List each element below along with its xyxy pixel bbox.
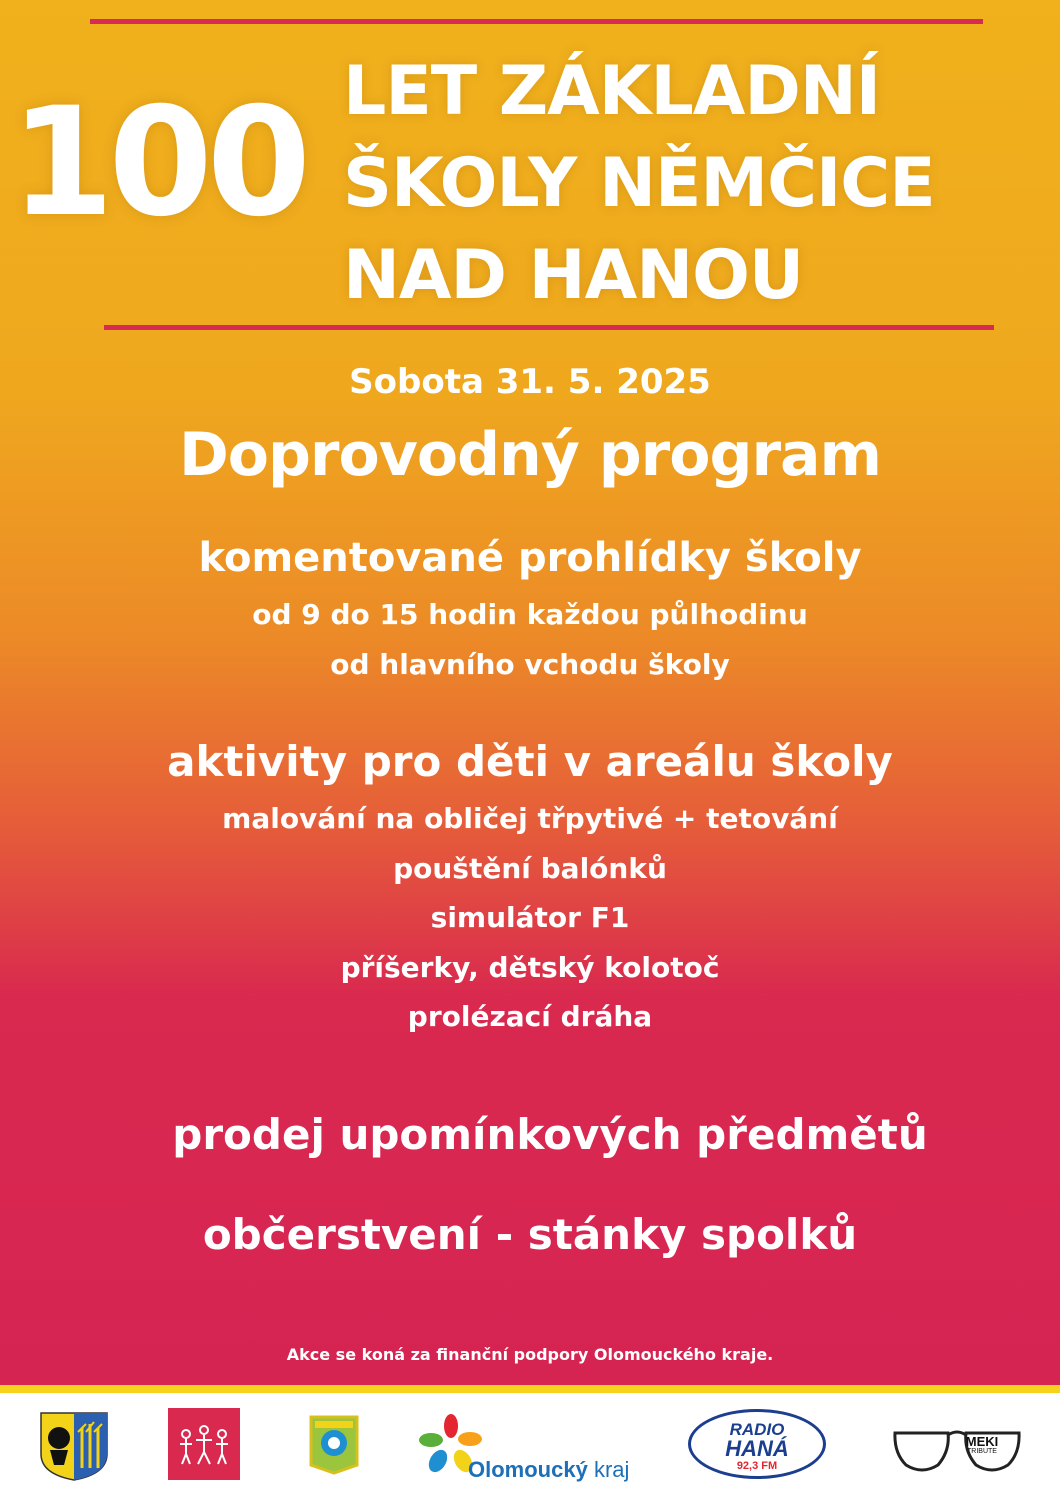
activity-item: prolézací dráha bbox=[407, 1000, 653, 1033]
souvenirs-text: prodej upomínkových předmětů bbox=[172, 1110, 928, 1159]
olomoucky-kraj-name: Olomoucký bbox=[468, 1457, 588, 1482]
bottom-divider bbox=[104, 325, 994, 330]
meki-tribute-logo bbox=[962, 1435, 1002, 1456]
olomoucky-kraj-suffix: kraj bbox=[593, 1457, 630, 1482]
support-note: Akce se koná za finanční podpory Olomouckého kraje. bbox=[286, 1345, 774, 1364]
program-heading: Doprovodný program bbox=[178, 420, 882, 490]
event-date: Sobota 31. 5. 2025 bbox=[349, 362, 711, 402]
tours-time: od 9 do 15 hodin každou půlhodinu bbox=[252, 598, 808, 631]
yellow-strip bbox=[0, 1385, 1060, 1393]
activities-heading: aktivity pro děti v areálu školy bbox=[167, 737, 893, 786]
nemcice-coat-of-arms-logo bbox=[38, 1410, 110, 1482]
tours-location: od hlavního vchodu školy bbox=[330, 648, 730, 681]
folklore-group-logo bbox=[168, 1408, 240, 1480]
activity-item: malování na obličej třpytivé + tetování bbox=[222, 802, 838, 835]
title-line-3: NAD HANOU bbox=[343, 236, 804, 315]
tours-heading: komentované prohlídky školy bbox=[198, 535, 862, 581]
anniversary-number: 100 bbox=[10, 76, 306, 250]
radio-hana-line2: HANÁ bbox=[725, 1436, 789, 1461]
activity-item: příšerky, dětský kolotoč bbox=[340, 951, 720, 984]
title-line-2: ŠKOLY NĚMČICE bbox=[343, 144, 935, 223]
sponsor-logos bbox=[0, 1393, 1060, 1500]
radio-hana-frequency: 92,3 FM bbox=[736, 1460, 778, 1472]
refreshments-text: občerstvení - stánky spolků bbox=[202, 1210, 858, 1259]
radio-hana-logo bbox=[688, 1409, 826, 1479]
meki-name: MEKI bbox=[965, 1434, 999, 1449]
meki-tribute: TRIBUTE bbox=[967, 1448, 997, 1455]
glasses-icon bbox=[892, 1425, 1022, 1475]
poster-title bbox=[343, 46, 935, 322]
radio-hana-line1: RADIO bbox=[729, 1420, 785, 1439]
title-line-1: LET ZÁKLADNÍ bbox=[343, 52, 881, 131]
activity-item: simulátor F1 bbox=[430, 901, 630, 934]
olomoucky-kraj-logo bbox=[468, 1457, 629, 1483]
top-divider bbox=[90, 19, 983, 24]
school-logo bbox=[305, 1411, 363, 1475]
activity-item: pouštění balónků bbox=[393, 852, 667, 885]
